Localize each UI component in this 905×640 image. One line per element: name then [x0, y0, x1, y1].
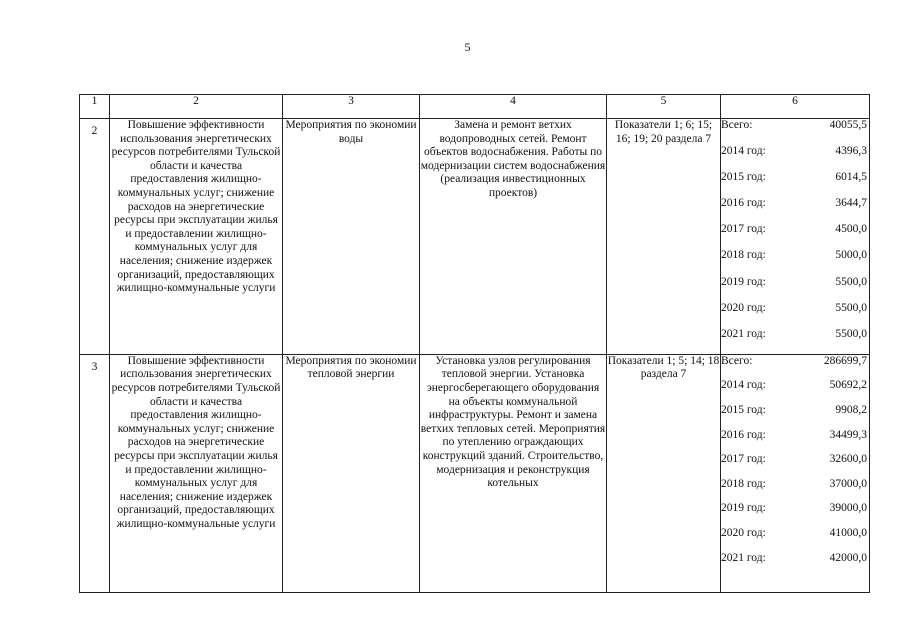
header-cell: 1 [80, 95, 110, 119]
finance-row [721, 276, 869, 302]
finance-value: 5000,0 [835, 249, 867, 262]
finance-value: 9908,2 [835, 404, 867, 417]
finance-value: 3644,7 [835, 197, 867, 210]
finance-label: 2014 год: [721, 145, 766, 158]
page-number: 5 [464, 40, 471, 54]
program-table [79, 94, 870, 593]
finance-row [721, 502, 869, 527]
finance-label: 2019 год: [721, 275, 766, 288]
finance-row [721, 379, 869, 404]
finance-value: 4500,0 [835, 223, 867, 236]
finance-value: 34499,3 [829, 428, 867, 441]
finance-value: 6014,5 [835, 171, 867, 184]
finance-label: 2017 год: [721, 223, 766, 236]
finance-row [721, 223, 869, 249]
finance-row [721, 404, 869, 429]
finance-label: 2021 год: [721, 551, 766, 564]
finance-label: 2017 год: [721, 453, 766, 466]
finance-label: 2018 год: [721, 249, 766, 262]
finance-value: 40055,5 [829, 119, 867, 131]
indicators-cell: Показатели 1; 6; 15; 16; 19; 20 раздела 7 [607, 119, 721, 355]
finance-row [721, 478, 869, 503]
finance-cell [721, 119, 870, 355]
finance-label: Всего: [721, 354, 753, 367]
task-cell: Повышение эффективности использования энергетических ресурсов потребителями Тульской области и качества предоставления жилищно-коммунальных услуг; снижение расходов на энергетические ресурсы при эксплуатации жилья и предоставлении жилищно-коммунальных услуг для населения; снижение издержек организаций, предоставляющих жилищно-коммунальные услуги [110, 119, 283, 355]
finance-row [721, 171, 869, 197]
finance-label: 2016 год: [721, 197, 766, 210]
finance-row [721, 355, 869, 380]
finance-value: 5500,0 [835, 327, 867, 340]
finance-row [721, 453, 869, 478]
finance-row [721, 119, 869, 145]
content-cell: Установка узлов регулирования тепловой энергии. Установка энергосберегающего оборудования на объекты коммунальной инфраструктуры. Ремонт и замена ветхих тепловых сетей. Мероприятия по утеплению ограждающих конструкций зданий. Строительство, модернизация и реконструкция котельных [420, 354, 607, 592]
measure-cell: Мероприятия по экономии тепловой энергии [283, 354, 420, 592]
header-cell: 6 [721, 95, 870, 119]
finance-value: 41000,0 [829, 527, 867, 539]
finance-value: 286699,7 [823, 354, 867, 367]
finance-label: 2016 год: [721, 428, 766, 441]
finance-row [721, 429, 869, 454]
finance-label: 2020 год: [721, 301, 766, 314]
table-row [80, 354, 870, 592]
finance-value: 50692,2 [829, 379, 867, 392]
finance-row [721, 302, 869, 328]
finance-value: 5500,0 [835, 301, 867, 314]
finance-row [721, 552, 869, 577]
finance-value: 37000,0 [829, 477, 867, 490]
measure-cell: Мероприятия по экономии воды [283, 119, 420, 355]
finance-row [721, 527, 869, 552]
finance-value: 4396,3 [835, 145, 867, 158]
finance-value: 32600,0 [829, 453, 867, 466]
finance-cell [721, 354, 870, 592]
finance-value: 5500,0 [835, 275, 867, 288]
header-cell: 4 [420, 95, 607, 119]
finance-label: 2021 год: [721, 327, 766, 340]
header-cell: 3 [283, 95, 420, 119]
row-number: 3 [80, 354, 110, 592]
finance-value: 42000,0 [829, 551, 867, 564]
finance-value: 39000,0 [829, 502, 867, 515]
table-row [80, 119, 870, 355]
finance-row [721, 249, 869, 275]
finance-label: 2014 год: [721, 379, 766, 392]
row-number: 2 [80, 119, 110, 355]
header-row [80, 95, 870, 119]
finance-label: 2015 год: [721, 171, 766, 184]
finance-label: 2015 год: [721, 404, 766, 417]
finance-row [721, 197, 869, 223]
finance-label: 2018 год: [721, 477, 766, 490]
header-cell: 5 [607, 95, 721, 119]
finance-row [721, 145, 869, 171]
finance-row [721, 328, 869, 354]
finance-label: 2019 год: [721, 502, 766, 515]
finance-label: 2020 год: [721, 527, 766, 539]
header-cell: 2 [110, 95, 283, 119]
finance-label: Всего: [721, 119, 753, 131]
content-cell: Замена и ремонт ветхих водопроводных сетей. Ремонт объектов водоснабжения. Работы по модернизации систем водоснабжения (реализация инвестиционных проектов) [420, 119, 607, 355]
task-cell: Повышение эффективности использования энергетических ресурсов потребителями Тульской области и качества предоставления жилищно-коммунальных услуг; снижение расходов на энергетические ресурсы при эксплуатации жилья и предоставлении жилищно-коммунальных услуг для населения; снижение издержек организаций, предоставляющих жилищно-коммунальные услуги [110, 354, 283, 592]
indicators-cell: Показатели 1; 5; 14; 18 раздела 7 [607, 354, 721, 592]
